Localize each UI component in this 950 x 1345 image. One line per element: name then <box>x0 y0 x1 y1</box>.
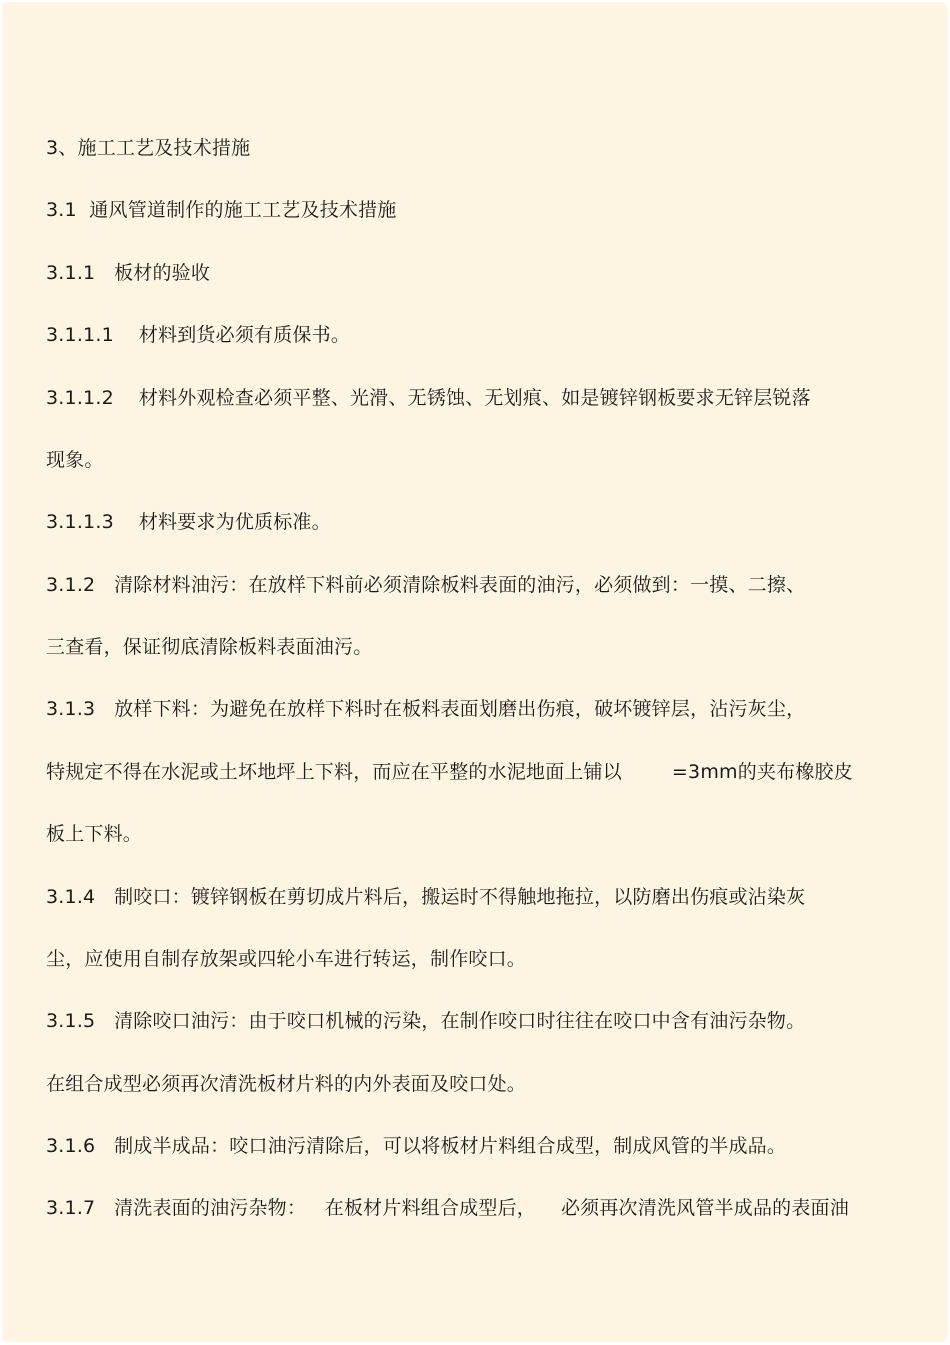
paragraph-line: 3.1.2 清除材料油污：在放样下料前必须清除板料表面的油污，必须做到：一摸、二擦、 <box>46 574 806 596</box>
paragraph-line: 3.1.1.2 材料外观检查必须平整、光滑、无锈蚀、无划痕、如是镀锌钢板要求无锌层锐落 <box>46 387 811 409</box>
paragraph-line: 尘，应使用自制存放架或四轮小车进行转运，制作咬口。 <box>46 948 527 970</box>
paragraph-line: 三查看，保证彻底清除板料表面油污。 <box>46 636 373 658</box>
paragraph-line: 特规定不得在水泥或土坏地坪上下料，而应在平整的水泥地面上铺以 =3mm的夹布橡胶皮 <box>46 761 853 783</box>
subsection-heading: 3.1 通风管道制作的施工工艺及技术措施 <box>46 199 397 221</box>
paragraph-line: 3.1.1.1 材料到货必须有质保书。 <box>46 324 351 346</box>
paragraph-line: 在组合成型必须再次清洗板材片料的内外表面及咬口处。 <box>46 1073 527 1095</box>
paragraph-line: 3.1.6 制成半成品：咬口油污清除后，可以将板材片料组合成型，制成风管的半成品。 <box>46 1135 787 1157</box>
paragraph-line: 3.1.4 制咬口：镀锌钢板在剪切成片料后，搬运时不得触地拖拉，以防磨出伤痕或沾染灰 <box>46 886 806 908</box>
paragraph-line: 3.1.5 清除咬口油污：由于咬口机械的污染，在制作咬口时往往在咬口中含有油污杂物。 <box>46 1010 806 1032</box>
document-page <box>2 2 947 1342</box>
section-heading: 3、施工工艺及技术措施 <box>46 137 251 159</box>
paragraph-line: 3.1.3 放样下料：为避免在放样下料时在板料表面划磨出伤痕，破坏镀锌层，沾污灰尘， <box>46 698 806 720</box>
subsection-heading: 3.1.1 板材的验收 <box>46 262 211 284</box>
paragraph-line: 现象。 <box>46 449 104 471</box>
paragraph-line: 3.1.7 清洗表面的油污杂物： 在板材片料组合成型后， 必须再次清洗风管半成品的表面油 <box>46 1197 849 1219</box>
paragraph-line: 3.1.1.3 材料要求为优质标准。 <box>46 511 331 533</box>
paragraph-line: 板上下料。 <box>46 823 143 845</box>
